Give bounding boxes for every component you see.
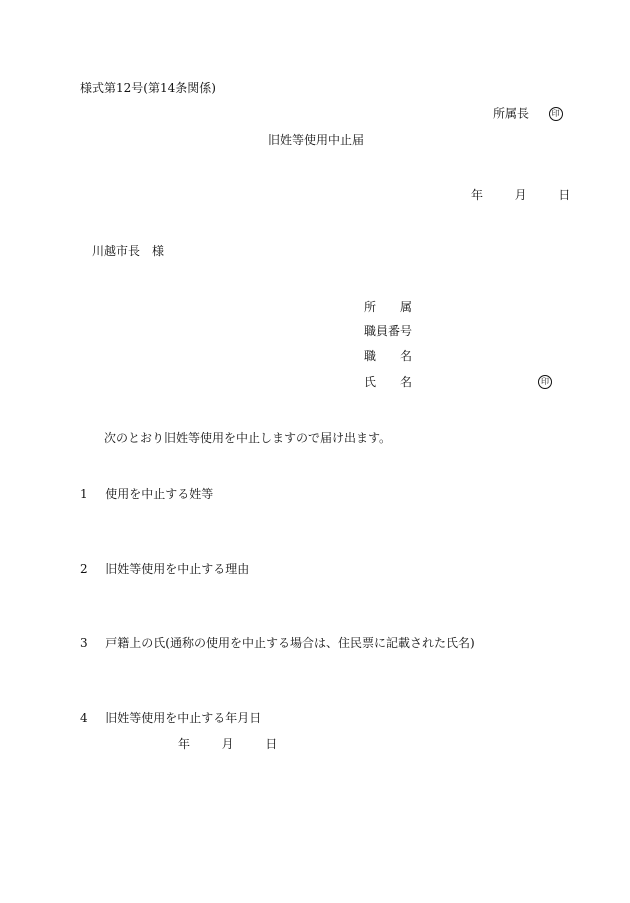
date-month: 月 (221, 737, 234, 751)
form-number: 様式第12号(第14条関係) (80, 81, 216, 95)
item-number: 2 (80, 562, 88, 576)
seal-icon: 印 (549, 107, 563, 121)
item-text: 戸籍上の氏(通称の使用を中止する場合は、住民票に記載された氏名) (105, 636, 475, 650)
item-1 (80, 488, 213, 500)
item-number: 4 (80, 711, 88, 725)
item-text: 旧姓等使用を中止する年月日 (105, 711, 262, 725)
date-year: 年 (178, 737, 191, 751)
addressee: 川越市長 様 (92, 244, 165, 258)
statement-text: 次のとおり旧姓等使用を中止しますので届け出ます。 (104, 431, 392, 445)
chief-label: 所属長 (493, 106, 530, 121)
stop-date (178, 738, 277, 750)
item-number: 3 (80, 636, 88, 650)
form-title: 旧姓等使用中止届 (268, 133, 365, 147)
applicant-employee-no: 職員番号 (364, 324, 413, 338)
date-day: 日 (265, 737, 278, 751)
date-year: 年 (471, 188, 484, 202)
item-3 (80, 637, 475, 649)
applicant-seal (538, 375, 552, 389)
seal-icon: 印 (538, 375, 552, 389)
applicant-affiliation: 所 属 (364, 300, 413, 314)
applicant-position: 職 名 (364, 349, 413, 363)
item-2 (80, 563, 249, 575)
item-number: 1 (80, 487, 88, 501)
item-text: 使用を中止する姓等 (105, 487, 214, 501)
submission-date (471, 189, 570, 201)
date-day: 日 (558, 188, 571, 202)
item-4 (80, 712, 261, 724)
date-month: 月 (514, 188, 527, 202)
applicant-name: 氏 名 (364, 375, 413, 389)
chief-approval (493, 107, 563, 121)
item-text: 旧姓等使用を中止する理由 (105, 562, 250, 576)
